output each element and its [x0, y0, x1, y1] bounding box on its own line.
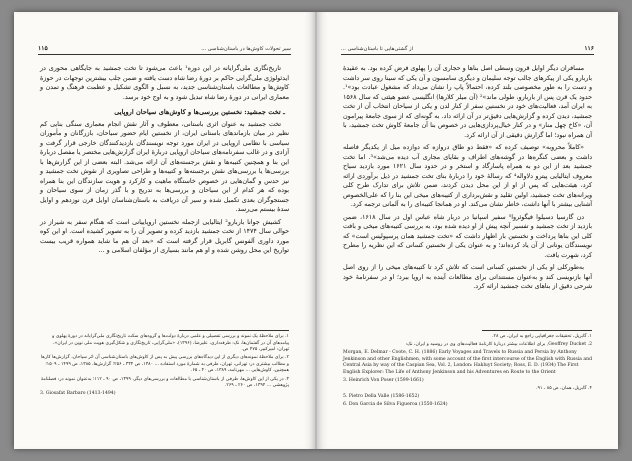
footnote: 2. Geoffrey Ducket, برای اطلاعات بیشتر دربارهٔ کارنامهٔ فعالیت‌های وی در روسیه و ایران، نک: — [405, 342, 592, 348]
footnote-rule — [179, 330, 289, 331]
left-page-header — [38, 42, 291, 55]
running-head: از گشتی‌هایی تا باستان‌شناسی ... — [341, 46, 414, 52]
footnote: 3. Giosafat Barbaro (1413-1494) — [40, 391, 116, 397]
section-heading: ـ تخت جمشید: نخستین بررسی‌ها و کاوش‌های سیاحان اروپایی — [114, 108, 285, 116]
left-page-body — [40, 64, 289, 259]
running-head: سیر تحولات کاوش‌ها در باستان‌شناسی ... — [201, 46, 291, 52]
footnote: Morgan, E. Delmar - Coote, C. H. (1886) Early Voyages and Travels to Russia and Persia by Anthony Jenkinson and other Englishmen, with some account of the first intercourse of the English with Russia and Central Asia by way of the Caspian Sea, Vol. 2, London: Hakluyt Society; Ross, E. D. (1934) The First English Explorer: The Life of Anthony Jenkinson and his Adventures en Route to the Orient — [343, 350, 593, 375]
paragraph: کشیش جوانا باربارو² ایتالیایی ازجمله نخستین اروپاییانی است که هنگام سفر به شیراز در حوالی سال ۱۴۷۴ از تخت جمشید بازدید کرده و تصویر آن را به تصویر کشیده است. او این کوه مورد داوری آلفونس گابریل قرار گرفته است که «بعد آن هم ما شاید همواره قریب بیست تواریخ این محل روشن شده و او هم مانند بسیاری از مؤلفان اسلامی و ... — [40, 218, 289, 254]
footnote-rule — [482, 330, 592, 331]
right-footnotes — [343, 334, 592, 410]
footnote: ۴. گابریل، همان، ص ۸۵ ـ ۹۱. — [536, 386, 592, 392]
paragraph: تخت جمشید به عنوان اثری باستانی، معطوف و آثار نقش انجام معماری سنگی بنایی کم نظیر در میان بازماندهای باستانی ایران، از نخستین ایام حضور سیاحان، بازرگانان و مأموران سیاسی با نظامی اروپایی در ایران مورد توجه نویسندگان بازدیدکنندگان خارجی قرار گرفت و آزادی و در غالب سفرنامه‌های سیاحان اروپایی دربارهٔ ایران گزارش‌هایی مختصر یا مفصل دربارهٔ این بنا و همچنین کتیبه‌ها و نقش برجسته‌های آن ارائه می‌شد. البته بعضی از این گزارش‌ها با بررسی‌ها یا بررسی‌های نقش برجسته‌ها و کتیبه‌ها و طراحی تصاویری از نقوش تخت جمشید و نیز حدس و گمان‌هایی در خصوص خاستگاه ماهیت و کارکرد و هویت سازندگان این بنا همراه بوده که هر کدام از این سیاحان و بررسی‌ها به تدریج و با گذر زمان از سوی سیاحان و جستجوگران بعدی تکمیل شده و سیر آن دریافت به باستان‌شناسان اوایل قرن نوزدهم و اوایل سدهٔ بیستم می‌رسد. — [40, 120, 289, 213]
paragraph: به‌طورکلی او یکی از نخستین کسانی است که تلاش کرد تا کتیبه‌های میخی را از روی اصل آنها بازنویسی کند و به‌عنوان مستنداتی برای مطالعات آینده به اروپا ببرد؛ او در سفرنامهٔ خود شرحی دقیق از بناهای تخت جمشید ارائه کرد. — [343, 264, 592, 290]
page-number: ۱۱۶ — [584, 45, 594, 52]
footnote: 6. Don Garcia de Silva Figueroa (1550-1624) — [343, 402, 448, 408]
footnote: ۱. برای ملاحظهٔ یک نمونه و بررسی تفصیلی و علمی دربارهٔ دولت‌ها و گروه‌های سکت تاریخ‌نگاری ملی‌گرایانه در دورهٔ پهلوی و پیامدهای آن در گفتمان‌ها، نک: طرفه‌داری، علیرضا، (۱۳۹۶)، «ملی‌گرایی، تاریخ‌نگاری و شکل‌گیری هویت ملی نوین در ایران»، تهران: امیرکبیر، ۴۷۵ ص. — [52, 334, 289, 353]
right-page — [317, 12, 618, 449]
footnote: ۳. در یکی از این کاوش‌ها، طرفی از باستان‌شناسی با مطالعات و بررسی‌های دیگر، ۱۳۹۹، ص ۹۰ ـ ۱۱۲؛ به‌عنوان نمونه در: فصلنامهٔ پژوهشی ... ۱۳۹۴، ص ۲۶۰ ـ ۲۶۹. — [40, 376, 289, 389]
footnote: 3. Heinrich Von Poser (1599-1661) — [343, 378, 424, 384]
left-footnotes — [40, 334, 289, 399]
paragraph: «کاملاً محروبه» توصیف کرده که «فقط دو طاق دروازه که دوازده میل از یکدیگر فاصله داشت و بعضی کنگره‌ها در گوشه‌های اطراف و بقایای مجاری آب دیده می‌شد»³. اما تخت جمشید بعد از این دو به همراه پاسارگاد و استخر و در حدود سال ۱۶۲۱ مورد بازدید سیاح معروف ایتالیایی پیترو دلاواله⁴ که رسالهٔ خود را دربارهٔ بنای تخت جمشید در ذیل برآوردی ارائه کرد، هیئت‌هایی که پس از او از این محل دیدن کردند، ضمن تلاش برای تدارک طرح کلی ویرانه‌های تخت جمشید، اولین تقلید و نقش‌برداری از کتیبه‌های میخی این بنا را که علی‌الخصوص آشنایی بیشتر با آنها داشت، خاطر نشان می‌کند. او در همانجا کتیبه‌ای را به آلمانی ترجمه کرد. — [343, 144, 593, 208]
right-page-body — [343, 64, 592, 295]
paragraph: تاریخ‌نگاری ملی‌گرایانه در این دوره¹ باعث می‌شود تا تخت جمشید به جایگاهی محوری در ایدئولوژی ملی‌گرایی حاکم بر دورهٔ رضا شاه دست یافته و ضمن جلب بیشترین توجهات در حوزهٔ کاوش‌ها و مطالعات باستان‌شناسی جدید، به نسبل و الگوی تشکیل و عظمت فرهنگ و تمدن و معماری ایرانی در دورهٔ رضا شاه تبدیل شود و به اوج خود برسد. — [40, 65, 289, 101]
paragraph: دن گارسیا دسیلوا فیگوئروا⁵ سفیر اسپانیا در دربار شاه عباس اول در سال ۱۶۱۸، ضمن بازدید از تخت جمشید و تفسیر آنچه پیش از او دیده شده بود، به بررسی کتیبه‌های میخی و بافت کلی این بناها پرداخت و نخستین بار اظهار داشت که «تخت جمشید همان پرسپولیس است» که نویسندگان یونانی از آن یاد کرده‌اند؛ و به عنوان یکی از نخستین کسانی که این نظریه را مطرح کرد، شهرت یافت. — [343, 213, 592, 259]
footnote: 5. Pietro Della Valle (1586-1652) — [343, 394, 420, 400]
page-number: ۱۱۵ — [38, 45, 48, 52]
paragraph: مسافران دیگر اوایل قرون وسطی اصل بناها و حجاری آن را پهلوی فرض کرده بود. به عقیدهٔ باربارو یکی از پیکرهای جالب توجه سلیمان و دیگری سامسون و آن یکی که سینا روی سر داشت و دست را به طور مخصوصی بلند کرده، احتمالاً پاپ را نشان می‌داد که مشغول عبادت بود»¹. حدود یک قرن پس از باربارو، طولی ماند»² (آن میلر کلارها) انگلیسی عضو هیئتی که سال ۱۵۶۸ به ایران آمد، فعالیت‌های خود در نخستین سفر از کنار لدن و یکی از سیاحان انتخاب آن از تخت جمشید، دیدن کرده و گزارش‌هایی دقیق‌تر در آن ارائه داد. به گونه‌ای که از سوی جامعهٔ پیرامون آن، «کاخ چهل منار» و در کنار خیال‌پردازی‌هایی در خصوص بنا آن جامعهٔ کاوش تخت جمشید، با آن همراه نبود؛ اما گزارش دقیقی از آن ارائه کرد. — [343, 65, 592, 139]
footnote: ۱. گابریل، تحقیقات جغرافیایی راجع به ایران، ص ۲۸. — [492, 334, 592, 339]
left-page — [14, 12, 315, 449]
book-spread — [14, 12, 618, 449]
right-page-header — [341, 42, 594, 55]
footnote: ۲. برای ملاحظهٔ نمونه‌های دیگری از این دیدگاه‌های بررسی پیش به پس از کاوش‌های باستان‌شناسی آن اثر سیاحان، گزارش‌ها کارها و مطالب بیشتری در: تهرانی، تهران، طرفی به شمارهٔ مورد استفاده ... ۱۳۸۰، ص ۳۳۴ ـ ۲۵۶؛ گزارش‌ها، ۱۳۸۵، ص ۱۴۹۹ ـ ۱۵۰۹؛ همچنین، کاوش‌هایی ... مهرنامه، ۱۳۸۹، ص ۴۰ ـ ۶۵. — [41, 355, 289, 374]
